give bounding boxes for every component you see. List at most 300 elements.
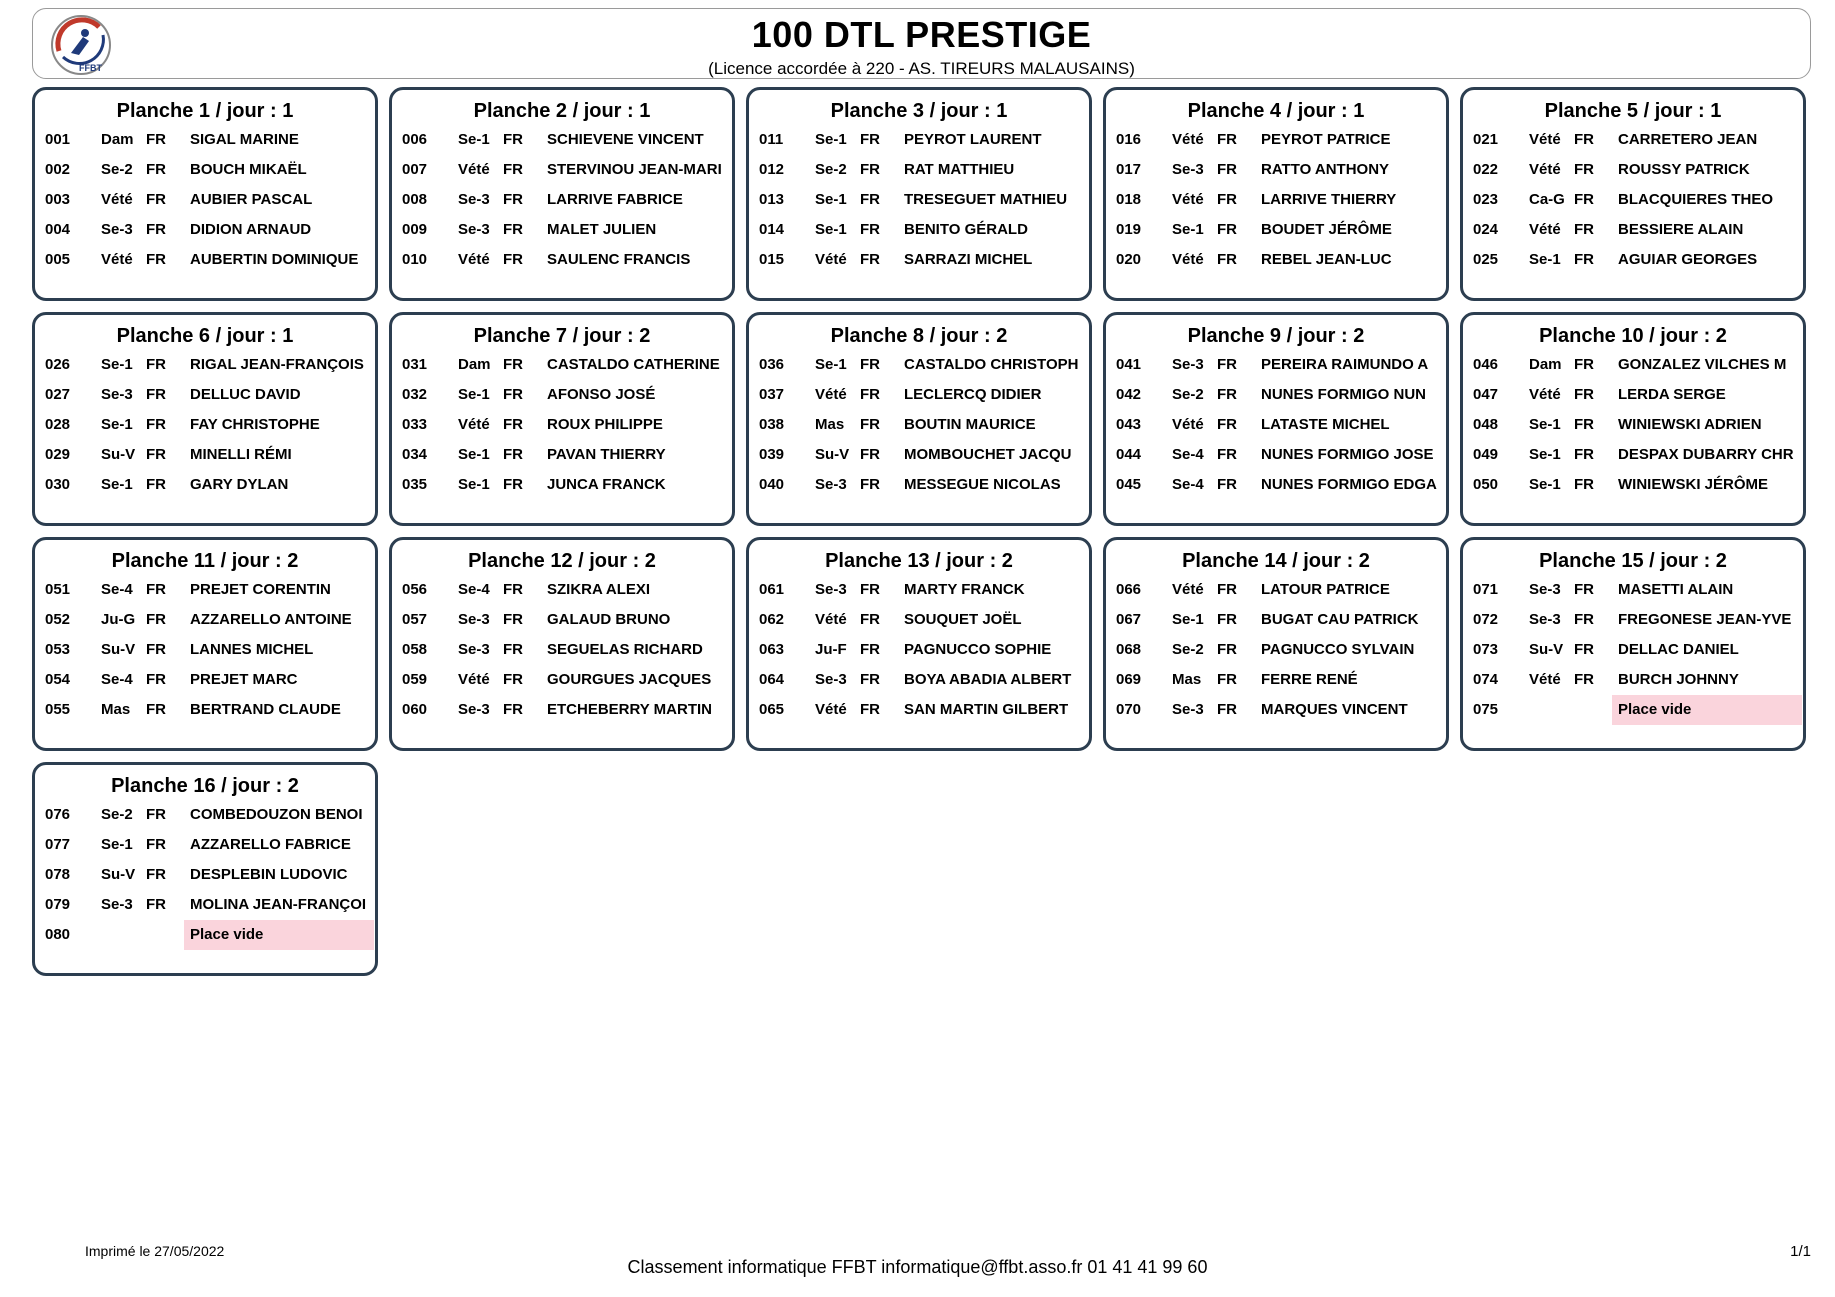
planche-title: Planche 10 / jour : 2 (1539, 325, 1727, 347)
shooter-nationality: FR (1574, 416, 1594, 433)
shooter-row (1112, 440, 1440, 470)
shooter-nationality: FR (146, 386, 166, 403)
shooter-name: SAULENC FRANCIS (547, 251, 691, 268)
shooter-name: LATOUR PATRICE (1261, 581, 1390, 598)
shooter-row (755, 665, 1083, 695)
shooter-list (41, 350, 369, 500)
shooter-row (41, 380, 369, 410)
shooter-number: 026 (45, 356, 71, 373)
planche-panel (1103, 537, 1449, 751)
shooter-row (41, 695, 369, 725)
shooter-category: Su-V (815, 446, 850, 463)
shooter-name: PREJET MARC (190, 671, 298, 688)
shooter-number: 032 (402, 386, 428, 403)
shooter-category: Mas (815, 416, 845, 433)
shooter-category: Su-V (101, 641, 136, 658)
shooter-row (398, 350, 726, 380)
shooter-number: 018 (1116, 191, 1142, 208)
shooter-name: ETCHEBERRY MARTIN (547, 701, 713, 718)
shooter-category: Vété (1529, 386, 1561, 403)
shooter-row (41, 245, 369, 275)
shooter-nationality: FR (860, 611, 880, 628)
shooter-name: BOYA ABADIA ALBERT (904, 671, 1072, 688)
shooter-row (398, 245, 726, 275)
shooter-row (1469, 245, 1797, 275)
shooter-nationality: FR (1217, 416, 1237, 433)
shooter-name: AZZARELLO FABRICE (190, 836, 351, 853)
shooter-row (1112, 155, 1440, 185)
planche-title: Planche 3 / jour : 1 (830, 100, 1008, 122)
shooter-name: LARRIVE THIERRY (1261, 191, 1397, 208)
shooter-nationality: FR (860, 356, 880, 373)
shooter-row (755, 695, 1083, 725)
shooter-row (1469, 665, 1797, 695)
shooter-nationality: FR (1574, 581, 1594, 598)
shooter-row (41, 665, 369, 695)
shooter-row (398, 410, 726, 440)
shooter-list (1469, 575, 1797, 725)
shooter-category: Se-3 (101, 896, 133, 913)
shooter-list (1469, 350, 1797, 500)
shooter-nationality: FR (1217, 476, 1237, 493)
shooter-row (41, 155, 369, 185)
shooter-nationality: FR (860, 131, 880, 148)
shooter-name: PAGNUCCO SYLVAIN (1261, 641, 1415, 658)
shooter-category: Se-1 (815, 131, 847, 148)
shooter-category: Se-4 (101, 581, 133, 598)
shooter-number: 051 (45, 581, 71, 598)
shooter-category: Vété (101, 251, 133, 268)
shooter-number: 038 (759, 416, 785, 433)
shooter-category: Se-2 (1172, 641, 1204, 658)
shooter-row (1469, 125, 1797, 155)
shooter-name: MARQUES VINCENT (1261, 701, 1408, 718)
shooter-number: 046 (1473, 356, 1499, 373)
shooter-nationality: FR (1574, 671, 1594, 688)
shooter-category: Se-2 (1172, 386, 1204, 403)
shooter-category: Se-1 (815, 356, 847, 373)
shooter-row (41, 920, 369, 950)
contact-footer: Classement informatique FFBT informatique@ffbt.asso.fr 01 41 41 99 60 (627, 1257, 1208, 1277)
shooter-category: Se-2 (101, 806, 133, 823)
shooter-name: LECLERCQ DIDIER (904, 386, 1042, 403)
shooter-name: NUNES FORMIGO EDGA (1261, 476, 1437, 493)
shooter-nationality: FR (860, 251, 880, 268)
planche-title: Planche 13 / jour : 2 (825, 550, 1013, 572)
shooter-category: Se-1 (458, 131, 490, 148)
shooter-list (755, 350, 1083, 500)
shooter-number: 041 (1116, 356, 1142, 373)
shooter-nationality: FR (1574, 131, 1594, 148)
shooter-nationality: FR (1217, 671, 1237, 688)
shooter-number: 056 (402, 581, 428, 598)
shooter-name: RIGAL JEAN-FRANÇOIS (190, 356, 364, 373)
planche-title: Planche 12 / jour : 2 (468, 550, 656, 572)
shooter-category: Se-1 (815, 191, 847, 208)
shooter-name: BOUTIN MAURICE (904, 416, 1036, 433)
shooter-category: Ju-G (101, 611, 136, 628)
empty-slot: Place vide (184, 920, 374, 950)
shooter-category: Ju-F (815, 641, 847, 658)
shooter-nationality: FR (503, 131, 523, 148)
shooter-nationality: FR (860, 701, 880, 718)
shooter-category: Se-3 (458, 221, 490, 238)
shooter-number: 030 (45, 476, 71, 493)
shooter-nationality: FR (860, 416, 880, 433)
shooter-category: Se-1 (458, 386, 490, 403)
shooter-number: 076 (45, 806, 71, 823)
shooter-number: 002 (45, 161, 71, 178)
shooter-nationality: FR (1574, 446, 1594, 463)
shooter-category: Se-3 (458, 611, 490, 628)
shooter-nationality: FR (503, 251, 523, 268)
shooter-row (41, 470, 369, 500)
page-number: 1/1 (1790, 1243, 1811, 1260)
shooter-row (41, 350, 369, 380)
shooter-category: Se-1 (101, 836, 133, 853)
shooter-category: Mas (101, 701, 131, 718)
shooter-number: 021 (1473, 131, 1499, 148)
shooter-category: Se-1 (1172, 611, 1204, 628)
shooter-number: 049 (1473, 446, 1499, 463)
shooter-nationality: FR (503, 221, 523, 238)
shooter-category: Se-4 (101, 671, 133, 688)
shooter-category: Vété (815, 386, 847, 403)
planche-grid (32, 87, 1807, 976)
shooter-row (1112, 245, 1440, 275)
shooter-nationality: FR (1574, 476, 1594, 493)
shooter-list (1112, 125, 1440, 275)
shooter-nationality: FR (503, 161, 523, 178)
shooter-list (41, 575, 369, 725)
shooter-name: PEYROT LAURENT (904, 131, 1042, 148)
shooter-name: JUNCA FRANCK (547, 476, 666, 493)
shooter-category: Se-1 (101, 416, 133, 433)
shooter-name: TRESEGUET MATHIEU (904, 191, 1068, 208)
shooter-row (755, 155, 1083, 185)
shooter-category: Se-1 (1529, 446, 1561, 463)
shooter-list (41, 800, 369, 950)
shooter-list (1112, 350, 1440, 500)
shooter-number: 077 (45, 836, 71, 853)
planche-title: Planche 4 / jour : 1 (1187, 100, 1365, 122)
shooter-name: BUGAT CAU PATRICK (1261, 611, 1419, 628)
shooter-category: Vété (815, 251, 847, 268)
shooter-row (41, 830, 369, 860)
shooter-row (398, 440, 726, 470)
shooter-row (398, 155, 726, 185)
shooter-nationality: FR (1217, 221, 1237, 238)
shooter-nationality: FR (146, 161, 166, 178)
planche-panel (32, 312, 378, 526)
shooter-number: 068 (1116, 641, 1142, 658)
shooter-number: 070 (1116, 701, 1142, 718)
shooter-number: 020 (1116, 251, 1142, 268)
shooter-number: 016 (1116, 131, 1142, 148)
shooter-row (1112, 470, 1440, 500)
shooter-row (398, 215, 726, 245)
planche-panel (389, 87, 735, 301)
shooter-name: ROUSSY PATRICK (1618, 161, 1750, 178)
shooter-name: LANNES MICHEL (190, 641, 314, 658)
shooter-row (755, 410, 1083, 440)
shooter-nationality: FR (503, 386, 523, 403)
shooter-nationality: FR (146, 896, 166, 913)
shooter-row (755, 380, 1083, 410)
shooter-category: Vété (458, 161, 490, 178)
shooter-number: 073 (1473, 641, 1499, 658)
planche-title: Planche 1 / jour : 1 (116, 100, 294, 122)
shooter-number: 004 (45, 221, 71, 238)
shooter-name: DELLAC DANIEL (1618, 641, 1739, 658)
shooter-nationality: FR (146, 671, 166, 688)
shooter-nationality: FR (1574, 641, 1594, 658)
shooter-number: 053 (45, 641, 71, 658)
shooter-number: 017 (1116, 161, 1142, 178)
shooter-category: Vété (458, 416, 490, 433)
shooter-nationality: FR (1574, 386, 1594, 403)
shooter-row (1112, 410, 1440, 440)
shooter-nationality: FR (146, 476, 166, 493)
shooter-name: AUBERTIN DOMINIQUE (190, 251, 359, 268)
shooter-category: Se-1 (458, 446, 490, 463)
shooter-name: NUNES FORMIGO JOSE (1261, 446, 1434, 463)
shooter-name: PAVAN THIERRY (547, 446, 666, 463)
shooter-name: WINIEWSKI JÉRÔME (1618, 476, 1769, 493)
shooter-number: 025 (1473, 251, 1499, 268)
svg-text:FFBT: FFBT (79, 63, 102, 73)
shooter-row (755, 470, 1083, 500)
shooter-row (1112, 215, 1440, 245)
shooter-name: MALET JULIEN (547, 221, 657, 238)
shooter-name: GARY DYLAN (190, 476, 289, 493)
shooter-row (1469, 470, 1797, 500)
shooter-number: 063 (759, 641, 785, 658)
shooter-nationality: FR (1217, 131, 1237, 148)
planche-panel (746, 87, 1092, 301)
shooter-name: SARRAZI MICHEL (904, 251, 1033, 268)
shooter-category: Dam (458, 356, 491, 373)
planche-title: Planche 7 / jour : 2 (473, 325, 651, 347)
shooter-category: Se-2 (101, 161, 133, 178)
shooter-list (755, 125, 1083, 275)
shooter-category: Se-1 (101, 356, 133, 373)
shooter-nationality: FR (503, 611, 523, 628)
planche-panel (1103, 87, 1449, 301)
shooter-name: DELLUC DAVID (190, 386, 301, 403)
shooter-number: 006 (402, 131, 428, 148)
shooter-category: Su-V (101, 866, 136, 883)
shooter-name: MASETTI ALAIN (1618, 581, 1734, 598)
shooter-number: 042 (1116, 386, 1142, 403)
shooter-nationality: FR (860, 386, 880, 403)
shooter-nationality: FR (860, 221, 880, 238)
shooter-row (398, 470, 726, 500)
shooter-number: 029 (45, 446, 71, 463)
shooter-name: MESSEGUE NICOLAS (904, 476, 1061, 493)
shooter-category: Se-3 (458, 641, 490, 658)
shooter-number: 009 (402, 221, 428, 238)
shooter-nationality: FR (860, 671, 880, 688)
shooter-number: 010 (402, 251, 428, 268)
shooter-row (41, 575, 369, 605)
shooter-number: 067 (1116, 611, 1142, 628)
shooter-number: 059 (402, 671, 428, 688)
shooter-nationality: FR (146, 806, 166, 823)
shooter-nationality: FR (1574, 191, 1594, 208)
shooter-number: 071 (1473, 581, 1499, 598)
shooter-row (1469, 185, 1797, 215)
shooter-number: 080 (45, 926, 71, 943)
planche-panel (1103, 312, 1449, 526)
shooter-category: Se-3 (1172, 356, 1204, 373)
planche-title: Planche 5 / jour : 1 (1544, 100, 1722, 122)
planche-title: Planche 15 / jour : 2 (1539, 550, 1727, 572)
shooter-category: Se-3 (815, 671, 847, 688)
shooter-name: CASTALDO CATHERINE (547, 356, 720, 373)
shooter-number: 045 (1116, 476, 1142, 493)
shooter-nationality: FR (1217, 581, 1237, 598)
shooter-nationality: FR (1217, 356, 1237, 373)
shooter-number: 069 (1116, 671, 1142, 688)
shooter-row (1469, 155, 1797, 185)
shooter-nationality: FR (146, 581, 166, 598)
shooter-category: Se-2 (815, 161, 847, 178)
shooter-name: BOUDET JÉRÔME (1261, 221, 1392, 238)
shooter-row (1112, 575, 1440, 605)
shooter-name: RATTO ANTHONY (1261, 161, 1390, 178)
shooter-row (41, 185, 369, 215)
shooter-row (1469, 350, 1797, 380)
shooter-nationality: FR (1217, 191, 1237, 208)
planche-title: Planche 8 / jour : 2 (830, 325, 1008, 347)
shooter-number: 047 (1473, 386, 1499, 403)
shooter-row (41, 890, 369, 920)
shooter-category: Se-3 (1172, 161, 1204, 178)
shooter-number: 061 (759, 581, 785, 598)
shooter-list (755, 575, 1083, 725)
shooter-nationality: FR (146, 611, 166, 628)
shooter-category: Se-1 (1529, 251, 1561, 268)
shooter-nationality: FR (503, 416, 523, 433)
shooter-row (1469, 605, 1797, 635)
shooter-nationality: FR (503, 356, 523, 373)
shooter-nationality: FR (503, 476, 523, 493)
shooter-nationality: FR (860, 191, 880, 208)
shooter-number: 074 (1473, 671, 1499, 688)
shooter-nationality: FR (503, 191, 523, 208)
shooter-nationality: FR (146, 836, 166, 853)
shooter-name: ROUX PHILIPPE (547, 416, 663, 433)
shooter-row (41, 860, 369, 890)
planche-panel (746, 537, 1092, 751)
shooter-name: DESPLEBIN LUDOVIC (190, 866, 348, 883)
shooter-row (398, 605, 726, 635)
shooter-nationality: FR (503, 701, 523, 718)
shooter-row (41, 410, 369, 440)
shooter-nationality: FR (860, 581, 880, 598)
shooter-name: BLACQUIERES THEO (1618, 191, 1774, 208)
shooter-name: MARTY FRANCK (904, 581, 1025, 598)
shooter-number: 060 (402, 701, 428, 718)
shooter-name: REBEL JEAN-LUC (1261, 251, 1392, 268)
shooter-number: 036 (759, 356, 785, 373)
shooter-nationality: FR (146, 641, 166, 658)
shooter-name: NUNES FORMIGO NUN (1261, 386, 1426, 403)
shooter-number: 062 (759, 611, 785, 628)
shooter-row (755, 185, 1083, 215)
shooter-number: 015 (759, 251, 785, 268)
shooter-nationality: FR (146, 191, 166, 208)
shooter-number: 048 (1473, 416, 1499, 433)
shooter-number: 034 (402, 446, 428, 463)
page-title: 100 DTL PRESTIGE (751, 14, 1092, 55)
shooter-row (1112, 695, 1440, 725)
shooter-category: Dam (1529, 356, 1562, 373)
shooter-number: 044 (1116, 446, 1142, 463)
shooter-name: WINIEWSKI ADRIEN (1618, 416, 1762, 433)
shooter-name: BENITO GÉRALD (904, 221, 1028, 238)
shooter-nationality: FR (1217, 641, 1237, 658)
shooter-number: 040 (759, 476, 785, 493)
shooter-row (1112, 635, 1440, 665)
shooter-name: STERVINOU JEAN-MARI (547, 161, 722, 178)
shooter-category: Se-1 (1529, 476, 1561, 493)
shooter-row (1112, 665, 1440, 695)
shooter-row (1469, 695, 1797, 725)
shooter-nationality: FR (1574, 251, 1594, 268)
shooter-nationality: FR (1574, 221, 1594, 238)
shooter-category: Se-1 (101, 476, 133, 493)
shooter-category: Su-V (1529, 641, 1564, 658)
shooter-category: Se-3 (815, 581, 847, 598)
shooter-name: PEYROT PATRICE (1261, 131, 1391, 148)
shooter-row (398, 380, 726, 410)
planche-title: Planche 11 / jour : 2 (111, 550, 299, 572)
planche-title: Planche 14 / jour : 2 (1182, 550, 1370, 572)
planche-title: Planche 2 / jour : 1 (473, 100, 651, 122)
shooter-number: 019 (1116, 221, 1142, 238)
shooter-nationality: FR (503, 641, 523, 658)
shooter-number: 031 (402, 356, 428, 373)
shooter-list (398, 125, 726, 275)
shooter-row (1469, 440, 1797, 470)
shooter-nationality: FR (860, 641, 880, 658)
planche-title: Planche 6 / jour : 1 (116, 325, 294, 347)
shooter-row (1112, 605, 1440, 635)
shooter-nationality: FR (146, 131, 166, 148)
shooter-name: FAY CHRISTOPHE (190, 416, 320, 433)
shooter-number: 011 (759, 131, 784, 148)
shooter-category: Se-1 (1172, 221, 1204, 238)
shooter-name: BESSIERE ALAIN (1618, 221, 1744, 238)
shooter-nationality: FR (503, 671, 523, 688)
shooter-category: Se-3 (815, 476, 847, 493)
shooter-row (1112, 125, 1440, 155)
shooter-name: COMBEDOUZON BENOI (190, 806, 363, 823)
shooter-number: 027 (45, 386, 71, 403)
planche-panel (389, 537, 735, 751)
shooter-category: Se-3 (101, 221, 133, 238)
shooter-number: 079 (45, 896, 71, 913)
shooter-name: MINELLI RÉMI (190, 446, 292, 463)
shooter-category: Vété (1172, 131, 1204, 148)
shooter-nationality: FR (1217, 251, 1237, 268)
shooter-list (1469, 125, 1797, 275)
shooter-category: Vété (1529, 161, 1561, 178)
shooter-row (755, 575, 1083, 605)
shooter-name: GOURGUES JACQUES (547, 671, 712, 688)
